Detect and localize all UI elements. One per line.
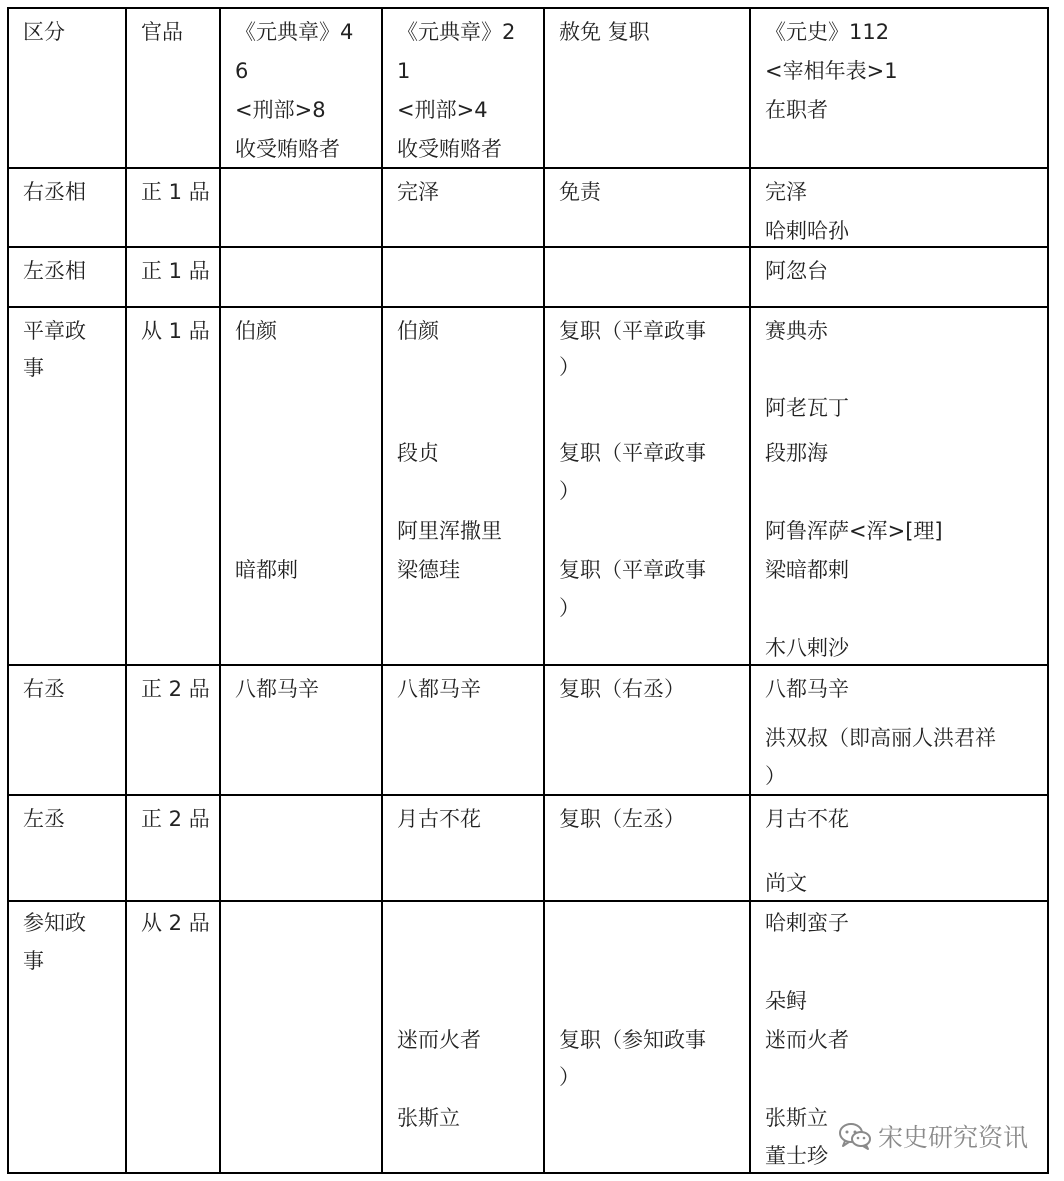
table-cell — [126, 665, 220, 795]
table-cell — [8, 307, 126, 665]
table-row — [8, 247, 1048, 307]
table-row — [8, 168, 1048, 247]
cell-line: 阿里浑撒里 — [397, 519, 502, 543]
cell-line: 正 2 品 — [141, 807, 210, 831]
watermark — [838, 1119, 1028, 1153]
cell-line: 事 — [23, 949, 44, 973]
cell-line: 收受贿赂者 — [397, 137, 502, 161]
cell-line: 事 — [23, 356, 44, 380]
cell-line: 阿老瓦丁 — [765, 396, 849, 420]
table-cell — [382, 247, 544, 307]
cell-line: ） — [559, 1065, 580, 1089]
cell-line: 完泽 — [397, 180, 439, 204]
officials-table — [7, 7, 1049, 1174]
cell-line: 伯颜 — [235, 319, 277, 343]
cell-line: ） — [765, 764, 786, 788]
table-cell — [220, 247, 382, 307]
table-row — [8, 665, 1048, 795]
cell-line: 官品 — [141, 20, 183, 44]
table-cell — [750, 307, 1048, 665]
cell-line: 复职（参知政事 — [559, 1028, 706, 1052]
cell-line: 伯颜 — [397, 319, 439, 343]
header-cell-pardon — [544, 8, 750, 168]
table-cell — [126, 795, 220, 901]
table-cell — [126, 168, 220, 247]
cell-line: 复职（平章政事 — [559, 558, 706, 582]
header-cell-rank — [126, 8, 220, 168]
table-cell — [8, 795, 126, 901]
cell-line: 哈剌蛮子 — [765, 911, 849, 935]
cell-line: 哈剌哈孙 — [765, 219, 849, 243]
cell-line: 八都马辛 — [235, 677, 319, 701]
table-cell — [126, 247, 220, 307]
table-cell — [382, 168, 544, 247]
cell-line: 迷而火者 — [765, 1028, 849, 1052]
cell-line: 左丞相 — [23, 259, 86, 283]
cell-line: 尚文 — [765, 871, 807, 895]
header-cell-yuan-dianzhang-21 — [382, 8, 544, 168]
table-row — [8, 795, 1048, 901]
cell-line: 《元史》112 — [765, 20, 890, 44]
table-cell — [220, 307, 382, 665]
table-cell — [544, 168, 750, 247]
cell-line: 暗都剌 — [235, 558, 298, 582]
table-cell — [8, 168, 126, 247]
cell-line: 完泽 — [765, 180, 807, 204]
table-cell — [382, 795, 544, 901]
cell-line: 参知政 — [23, 911, 86, 935]
cell-line: 洪双叔（即高丽人洪君祥 — [765, 726, 996, 750]
cell-line: <刑部>8 — [235, 98, 326, 122]
wechat-icon — [838, 1121, 872, 1151]
cell-line: 阿鲁浑萨<浑>[理] — [765, 519, 943, 543]
cell-line: ） — [559, 355, 580, 379]
cell-line: 梁暗都剌 — [765, 558, 849, 582]
table-cell — [126, 307, 220, 665]
cell-line: 复职（左丞） — [559, 807, 685, 831]
cell-line: 从 2 品 — [141, 911, 210, 935]
header-cell-yuan-dianzhang-46 — [220, 8, 382, 168]
table-cell — [544, 307, 750, 665]
table-cell — [126, 901, 220, 1173]
cell-line: 免责 — [559, 180, 601, 204]
cell-line: 左丞 — [23, 807, 65, 831]
cell-line: 在职者 — [765, 98, 828, 122]
table-cell — [382, 665, 544, 795]
table-cell — [220, 168, 382, 247]
cell-line: <宰相年表>1 — [765, 59, 898, 83]
table-cell — [750, 168, 1048, 247]
cell-line: 阿忽台 — [765, 259, 828, 283]
table-cell — [750, 795, 1048, 901]
cell-line: 1 — [397, 59, 411, 83]
table-row — [8, 307, 1048, 665]
table-cell — [544, 795, 750, 901]
table-cell — [750, 665, 1048, 795]
cell-line: 赦免 复职 — [559, 20, 650, 44]
cell-line: 右丞 — [23, 677, 65, 701]
cell-line: 梁德珪 — [397, 558, 460, 582]
cell-line: 月古不花 — [397, 807, 481, 831]
cell-line: 迷而火者 — [397, 1028, 481, 1052]
cell-line: 复职（右丞） — [559, 677, 685, 701]
cell-line: 张斯立 — [397, 1106, 460, 1130]
table-header-row — [8, 8, 1048, 168]
table-cell — [8, 901, 126, 1173]
cell-line: 复职（平章政事 — [559, 319, 706, 343]
table-cell — [220, 795, 382, 901]
table-cell — [8, 247, 126, 307]
cell-line: 从 1 品 — [141, 319, 210, 343]
cell-line: 6 — [235, 59, 249, 83]
table-cell — [220, 901, 382, 1173]
cell-line: 八都马辛 — [397, 677, 481, 701]
table-cell — [382, 901, 544, 1173]
cell-line: 董士珍 — [765, 1144, 828, 1168]
cell-line: ） — [559, 479, 580, 503]
cell-line: 张斯立 — [765, 1106, 828, 1130]
cell-line: 区分 — [23, 20, 65, 44]
cell-line: <刑部>4 — [397, 98, 488, 122]
header-cell-category — [8, 8, 126, 168]
table-cell — [8, 665, 126, 795]
header-cell-yuanshi — [750, 8, 1048, 168]
cell-line: 《元典章》4 — [235, 20, 354, 44]
cell-line: 赛典赤 — [765, 319, 828, 343]
cell-line: 正 1 品 — [141, 259, 210, 283]
watermark-text: 宋史研究资讯 — [878, 1123, 1029, 1152]
cell-line: 木八剌沙 — [765, 636, 849, 660]
cell-line: 朵鲟 — [765, 989, 807, 1013]
cell-line: 段贞 — [397, 441, 439, 465]
cell-line: 月古不花 — [765, 807, 849, 831]
cell-line: 正 1 品 — [141, 180, 210, 204]
table-cell — [544, 247, 750, 307]
table-cell — [544, 665, 750, 795]
cell-line: 收受贿赂者 — [235, 137, 340, 161]
cell-line: 正 2 品 — [141, 677, 210, 701]
table-cell — [544, 901, 750, 1173]
cell-line: 平章政 — [23, 319, 86, 343]
cell-line: 复职（平章政事 — [559, 441, 706, 465]
table-cell — [382, 307, 544, 665]
cell-line: 八都马辛 — [765, 677, 849, 701]
cell-line: 右丞相 — [23, 180, 86, 204]
cell-line: ） — [559, 596, 580, 620]
table-cell — [750, 247, 1048, 307]
table-cell — [220, 665, 382, 795]
cell-line: 段那海 — [765, 441, 828, 465]
cell-line: 《元典章》2 — [397, 20, 516, 44]
